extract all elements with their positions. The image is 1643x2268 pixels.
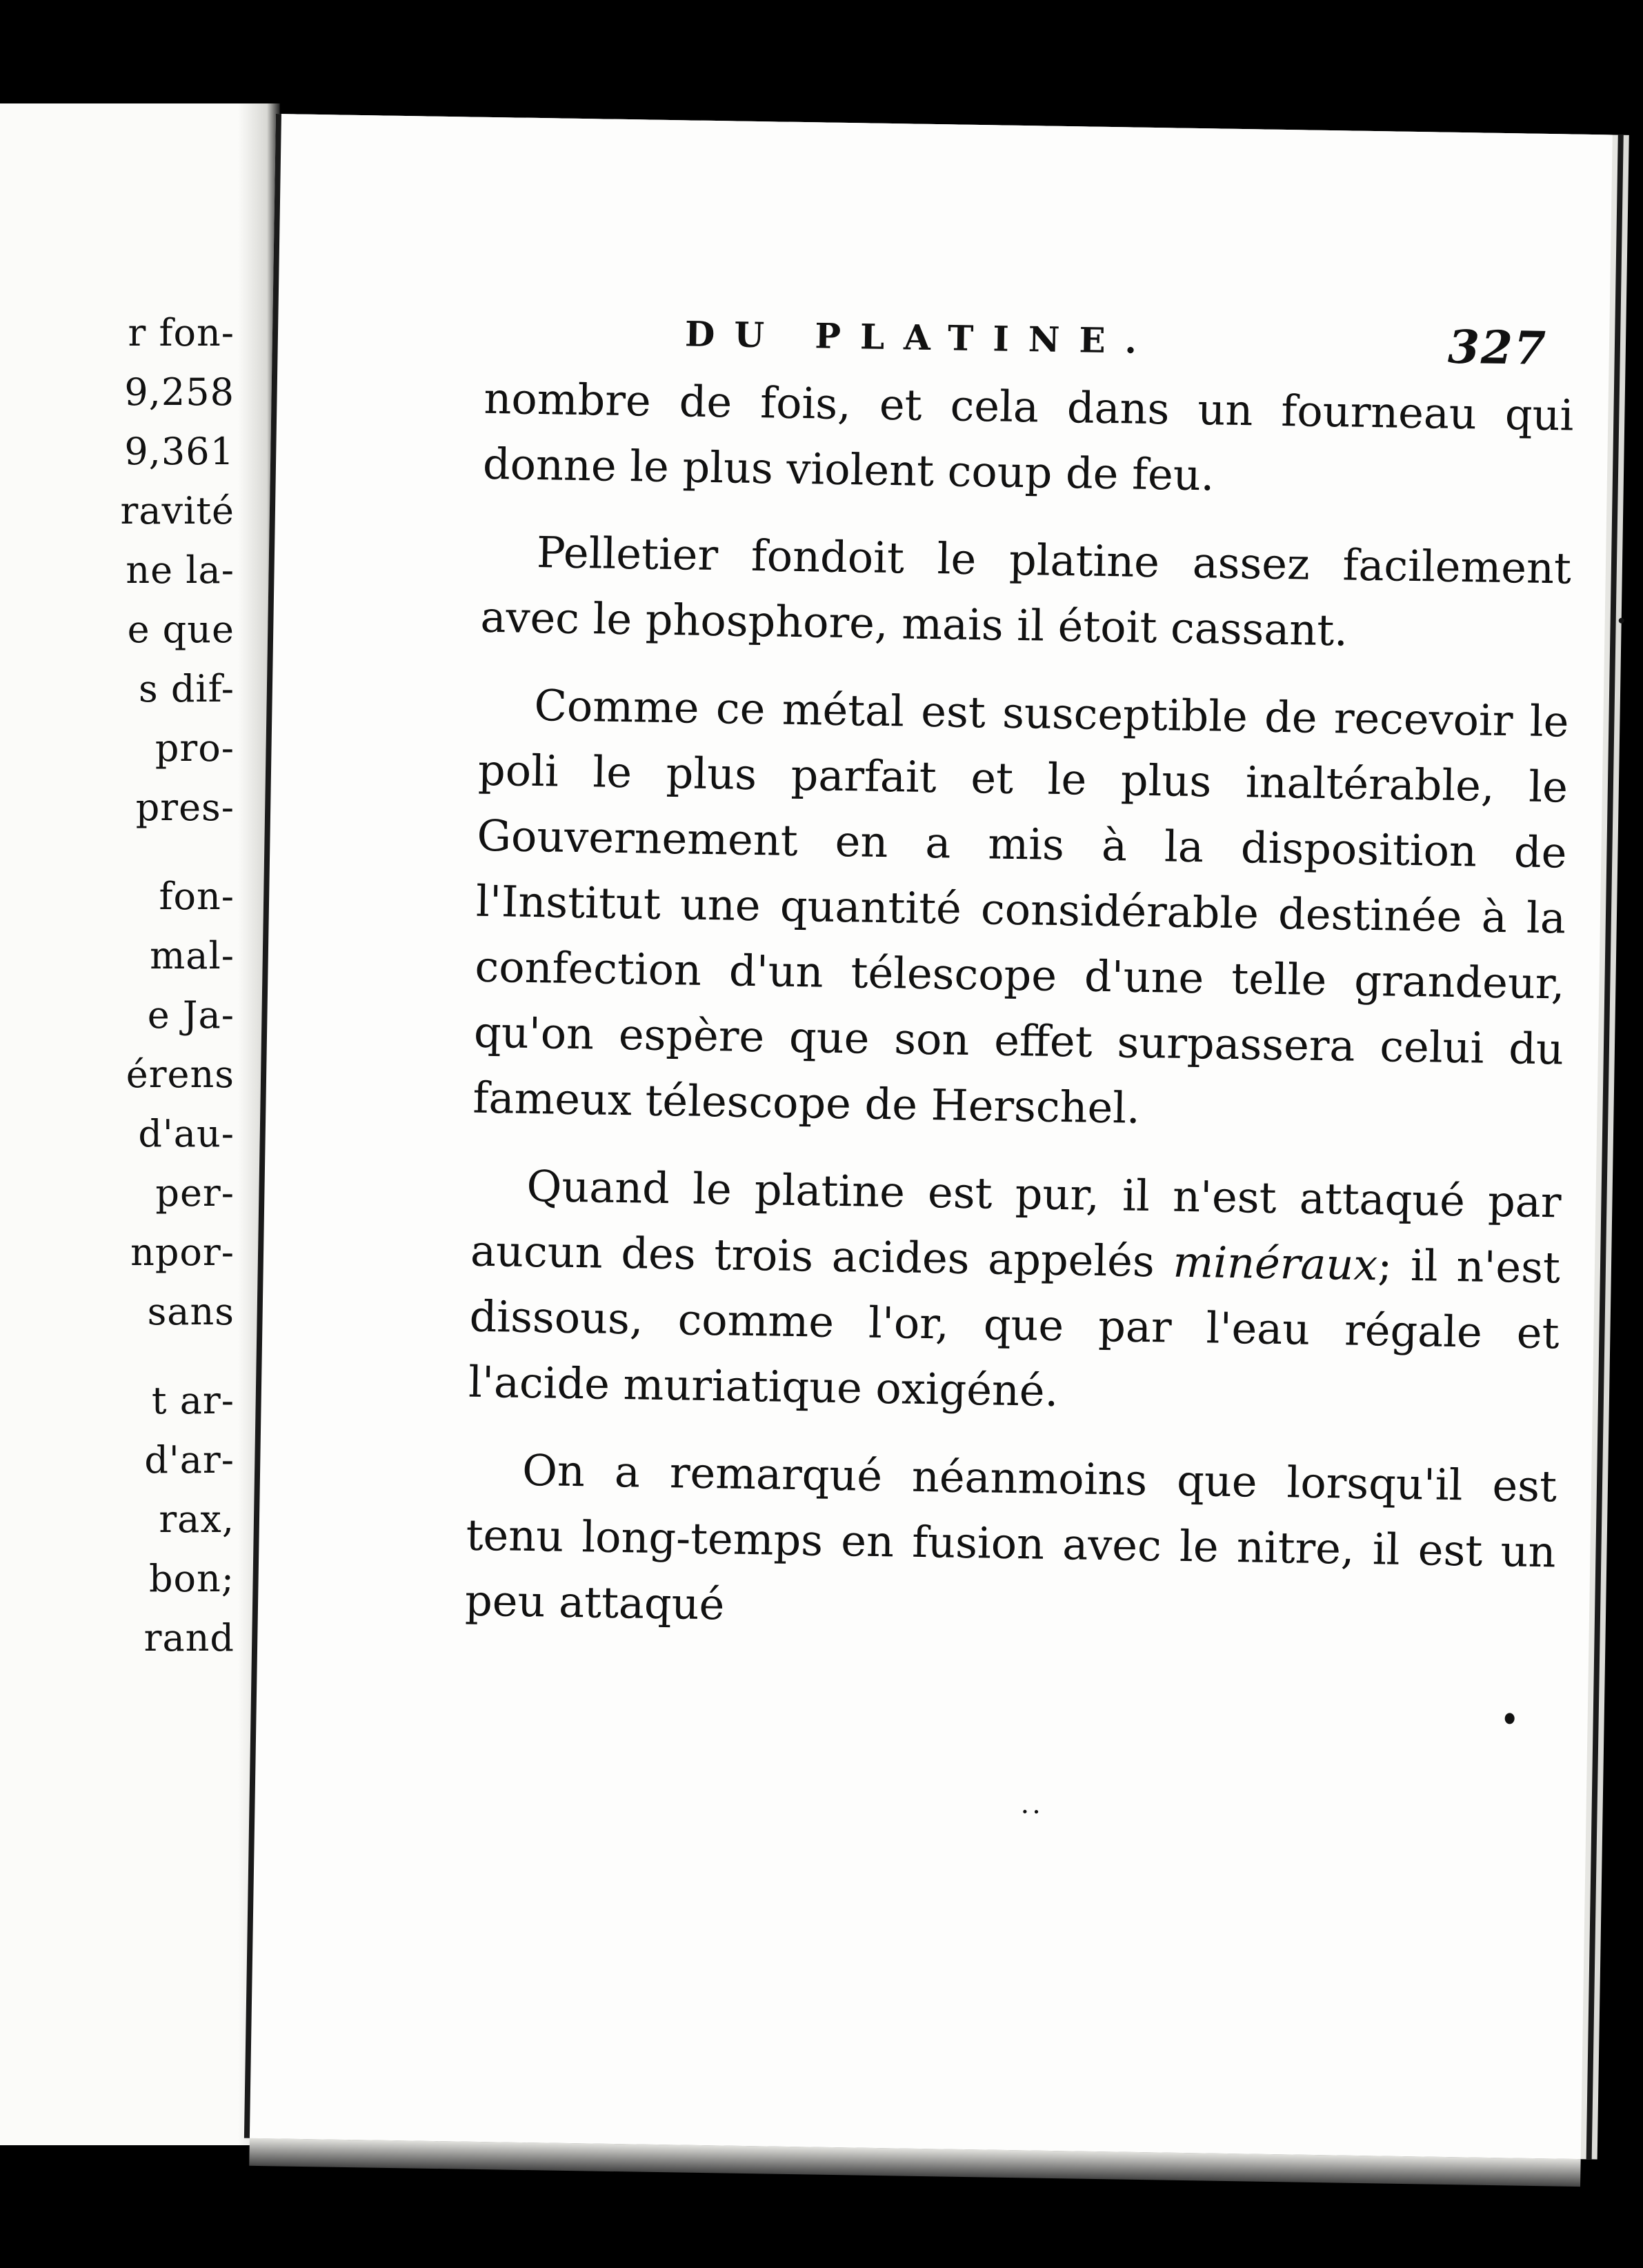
left-page-line: fon- bbox=[159, 875, 235, 918]
page-bottom-edge bbox=[249, 2138, 1580, 2187]
left-page-line: e Ja- bbox=[147, 993, 235, 1037]
left-page-line: d'au- bbox=[138, 1112, 235, 1155]
left-page-line: ravité bbox=[120, 489, 235, 533]
left-page-line: e que bbox=[127, 608, 235, 651]
italic-term: minéraux bbox=[1173, 1236, 1378, 1291]
left-page-line: per- bbox=[155, 1171, 235, 1215]
left-page-line: rand bbox=[143, 1616, 235, 1660]
paragraph: Pelletier fondoit le platine assez facilement avec le phosphore, mais il étoit cassant. bbox=[480, 527, 1572, 656]
ink-speck bbox=[1619, 618, 1624, 624]
left-page-line: s dif- bbox=[138, 667, 235, 710]
left-page-line: 9,258 bbox=[124, 370, 235, 414]
left-page-line: sans bbox=[147, 1290, 235, 1333]
left-page-line: pro- bbox=[155, 726, 235, 770]
paragraph-text: Quand le platine est pur, il n'est attaqué par aucun des trois acides appelés bbox=[470, 1160, 1562, 1287]
page-number: 327 bbox=[1447, 319, 1548, 375]
running-title: DU PLATINE. bbox=[684, 313, 1157, 362]
paragraph-text: ; il n'est dissous, comme l'or, que par l'eau régale et l'acide muriatique oxigéné. bbox=[468, 1240, 1561, 1417]
left-page-line: r fon- bbox=[128, 311, 235, 355]
left-page-paragraph-gap bbox=[121, 1342, 235, 1371]
left-page-line: mal- bbox=[150, 934, 235, 977]
left-page-line: érens bbox=[126, 1053, 235, 1096]
paragraph bbox=[468, 1153, 1562, 1432]
left-page-line: t ar- bbox=[151, 1379, 235, 1422]
page-body bbox=[464, 366, 1574, 1673]
paragraph-continuation: nombre de fois, et cela dans un fourneau qui donne le plus violent coup de feu. bbox=[482, 372, 1574, 501]
left-page-line: bon; bbox=[148, 1557, 235, 1600]
left-page-paragraph-gap bbox=[121, 837, 235, 867]
paragraph: On a remarqué néanmoins que lorsqu'il est tenu long-temps en fusion avec le nitre, il est un peu attaqué bbox=[464, 1444, 1557, 1630]
left-page-line: rax, bbox=[159, 1498, 235, 1541]
left-page-line: 9,361 bbox=[124, 430, 235, 473]
left-page-line: pres- bbox=[135, 786, 235, 829]
left-page-line: npor- bbox=[130, 1231, 235, 1274]
paragraph: Comme ce métal est susceptible de recevoir le poli le plus parfait et le plus inaltérable, le Gouvernement en a mis à la disposition de l'Institut une quantité considérable destinée à la confection d'un télescope d'une telle grandeur, qu'on espère que son effet surpassera celui du fameux télescope de Herschel. bbox=[472, 679, 1569, 1133]
left-page-text-fragments bbox=[121, 304, 235, 1668]
signature-mark: .. bbox=[1020, 1788, 1044, 1820]
left-page-line: ne la- bbox=[126, 548, 235, 592]
right-page bbox=[244, 114, 1613, 2159]
ink-speck bbox=[1505, 1713, 1515, 1724]
left-page bbox=[0, 103, 280, 2145]
running-head bbox=[684, 313, 1575, 375]
left-page-line: d'ar- bbox=[144, 1438, 235, 1482]
